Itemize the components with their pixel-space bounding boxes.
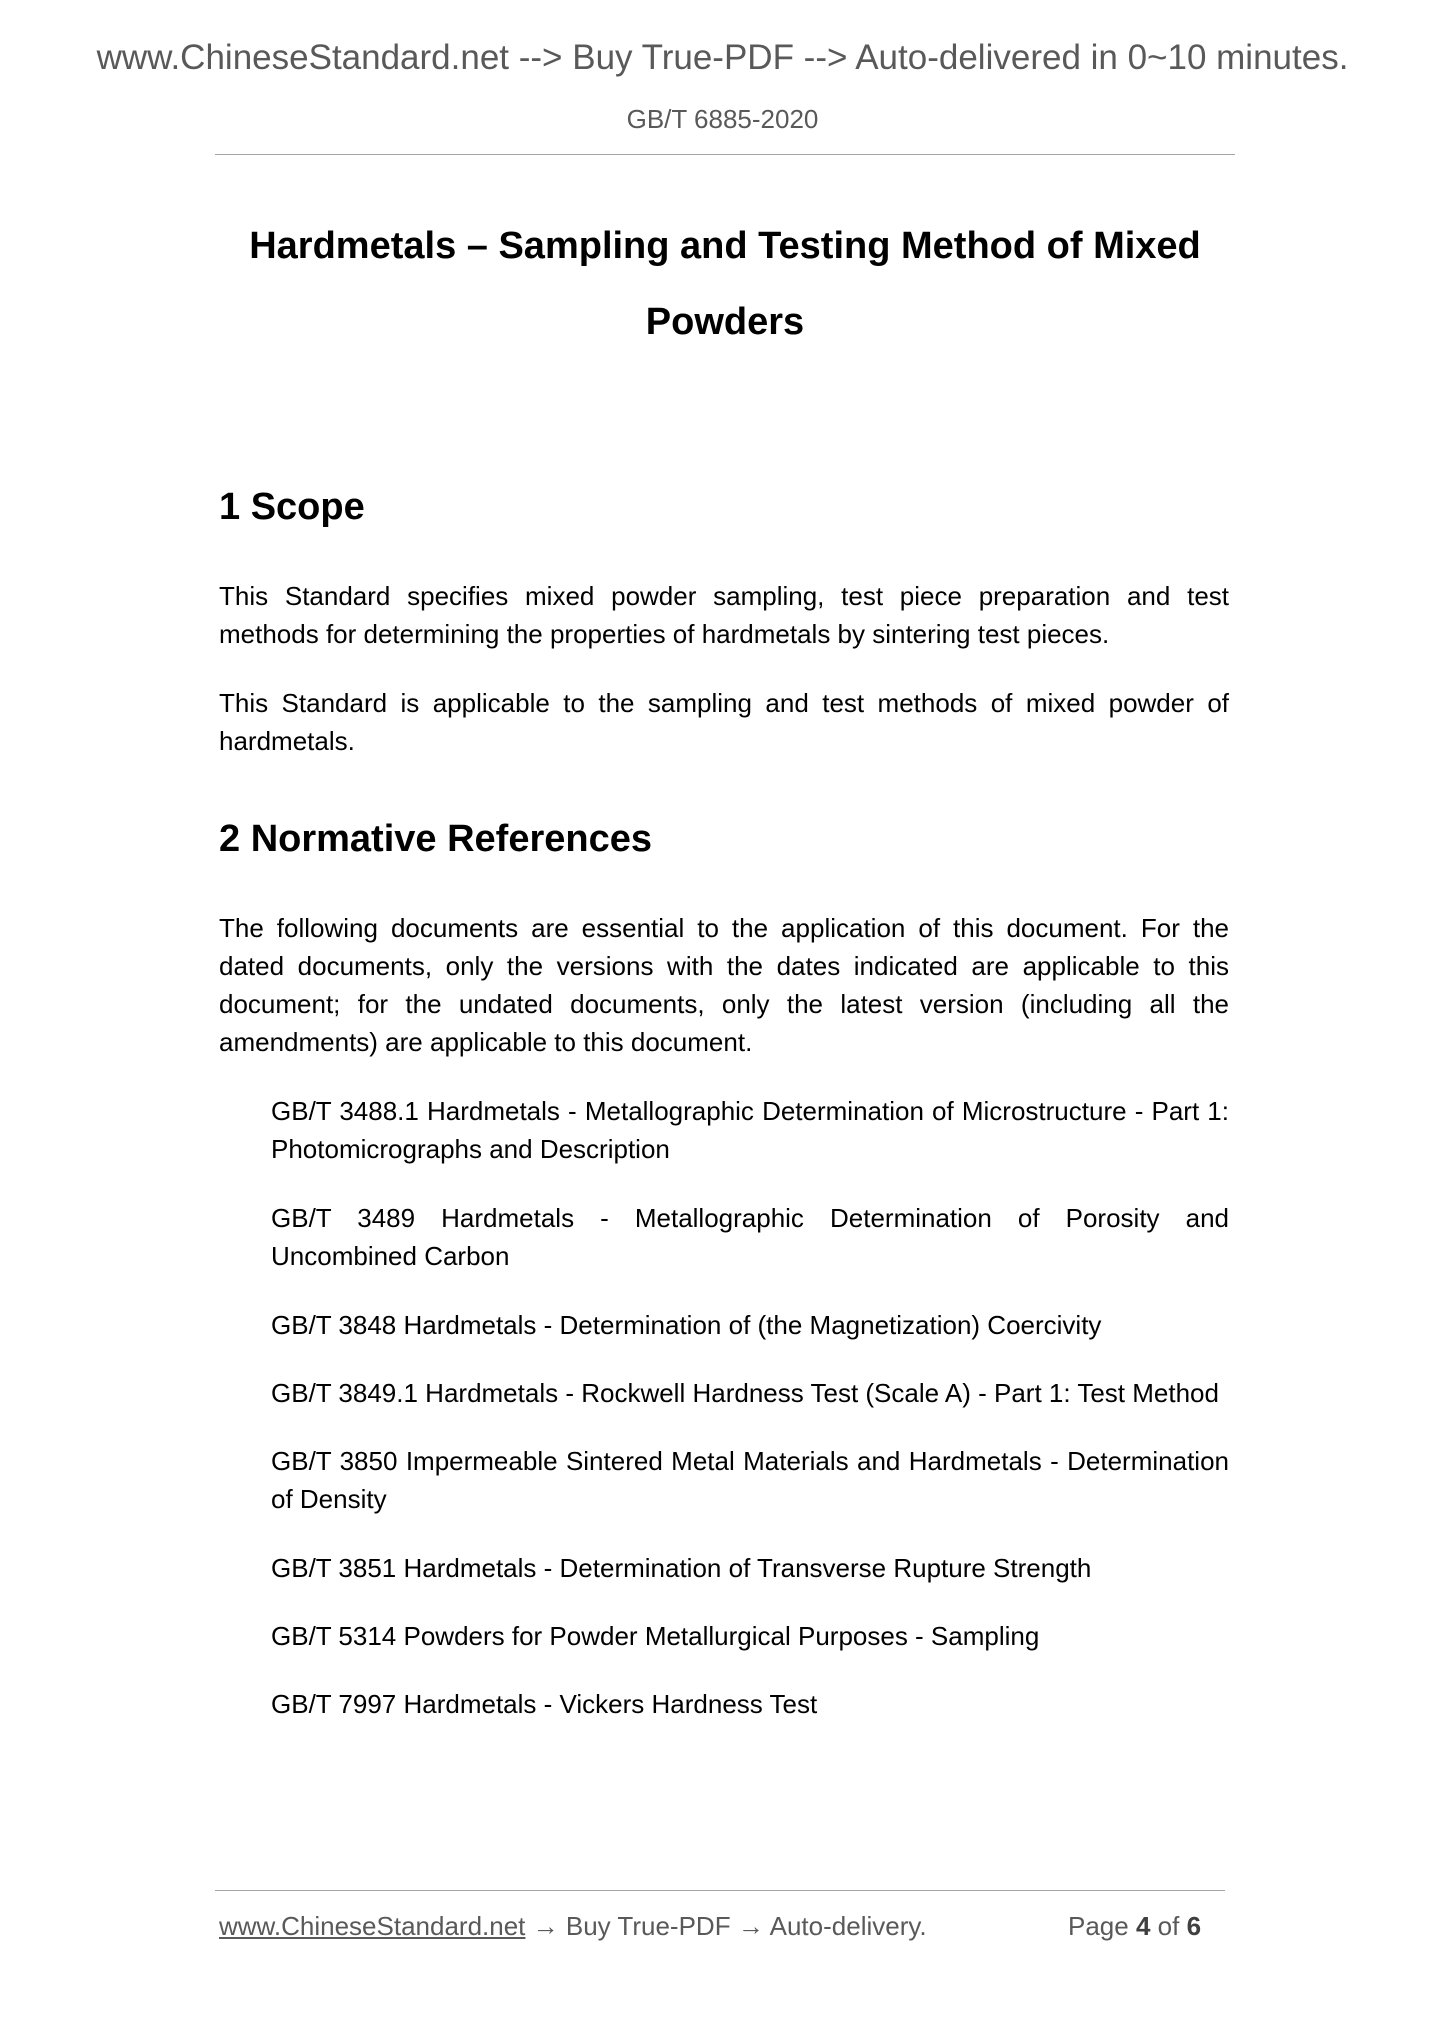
total-pages: 6 — [1186, 1911, 1202, 1941]
scope-paragraph-2: This Standard is applicable to the sampling and test methods of mixed powder of hardmetals. — [219, 688, 1229, 756]
document-code: GB/T 6885-2020 — [626, 104, 819, 134]
reference-item: GB/T 3850 Impermeable Sintered Metal Materials and Hardmetals - Determination of Density — [271, 1446, 1229, 1514]
section-heading-normative-references: 2 Normative References — [219, 818, 652, 860]
reference-item: GB/T 3849.1 Hardmetals - Rockwell Hardness Test (Scale A) - Part 1: Test Method — [271, 1378, 1219, 1408]
arrow-right-icon: → — [532, 1911, 559, 1941]
reference-item: GB/T 3848 Hardmetals - Determination of (the Magnetization) Coercivity — [271, 1310, 1102, 1340]
header-divider — [215, 154, 1235, 155]
of-label: of — [1157, 1911, 1180, 1941]
footer-delivery-text: Auto-delivery. — [769, 1911, 927, 1941]
reference-item: GB/T 3488.1 Hardmetals - Metallographic Determination of Microstructure - Part 1: Photomicrographs and Description — [271, 1096, 1229, 1164]
section-heading-scope: 1 Scope — [219, 486, 365, 528]
scope-paragraph-1: This Standard specifies mixed powder sampling, test piece preparation and test methods for determining the properties of hardmetals by sintering test pieces. — [219, 581, 1229, 649]
footer-promo — [219, 1911, 927, 1942]
reference-item: GB/T 3851 Hardmetals - Determination of Transverse Rupture Strength — [271, 1553, 1092, 1583]
normative-intro-paragraph: The following documents are essential to the application of this document. For the dated documents, only the versions with the dates indicated are applicable to this document; for the undated documents, only the latest version (including all the amendments) are applicable to this document. — [219, 913, 1229, 1057]
reference-item: GB/T 7997 Hardmetals - Vickers Hardness Test — [271, 1689, 818, 1719]
footer-divider — [215, 1890, 1225, 1891]
title-line-2: Powders — [645, 301, 805, 343]
page-label: Page — [1068, 1911, 1129, 1941]
site-banner: www.ChineseStandard.net --> Buy True-PDF --> Auto-delivered in 0~10 minutes. — [96, 38, 1349, 77]
page-indicator — [1068, 1911, 1201, 1942]
footer-buy-text: Buy True-PDF — [565, 1911, 731, 1941]
page-number: 4 — [1135, 1911, 1151, 1941]
reference-item: GB/T 3489 Hardmetals - Metallographic Determination of Porosity and Uncombined Carbon — [271, 1203, 1229, 1271]
reference-item: GB/T 5314 Powders for Powder Metallurgical Purposes - Sampling — [271, 1621, 1040, 1651]
arrow-right-icon: → — [737, 1911, 764, 1941]
document-title — [215, 208, 1235, 360]
footer-site-link[interactable]: www.ChineseStandard.net — [219, 1911, 526, 1941]
title-line-1: Hardmetals – Sampling and Testing Method of Mixed — [249, 225, 1201, 267]
